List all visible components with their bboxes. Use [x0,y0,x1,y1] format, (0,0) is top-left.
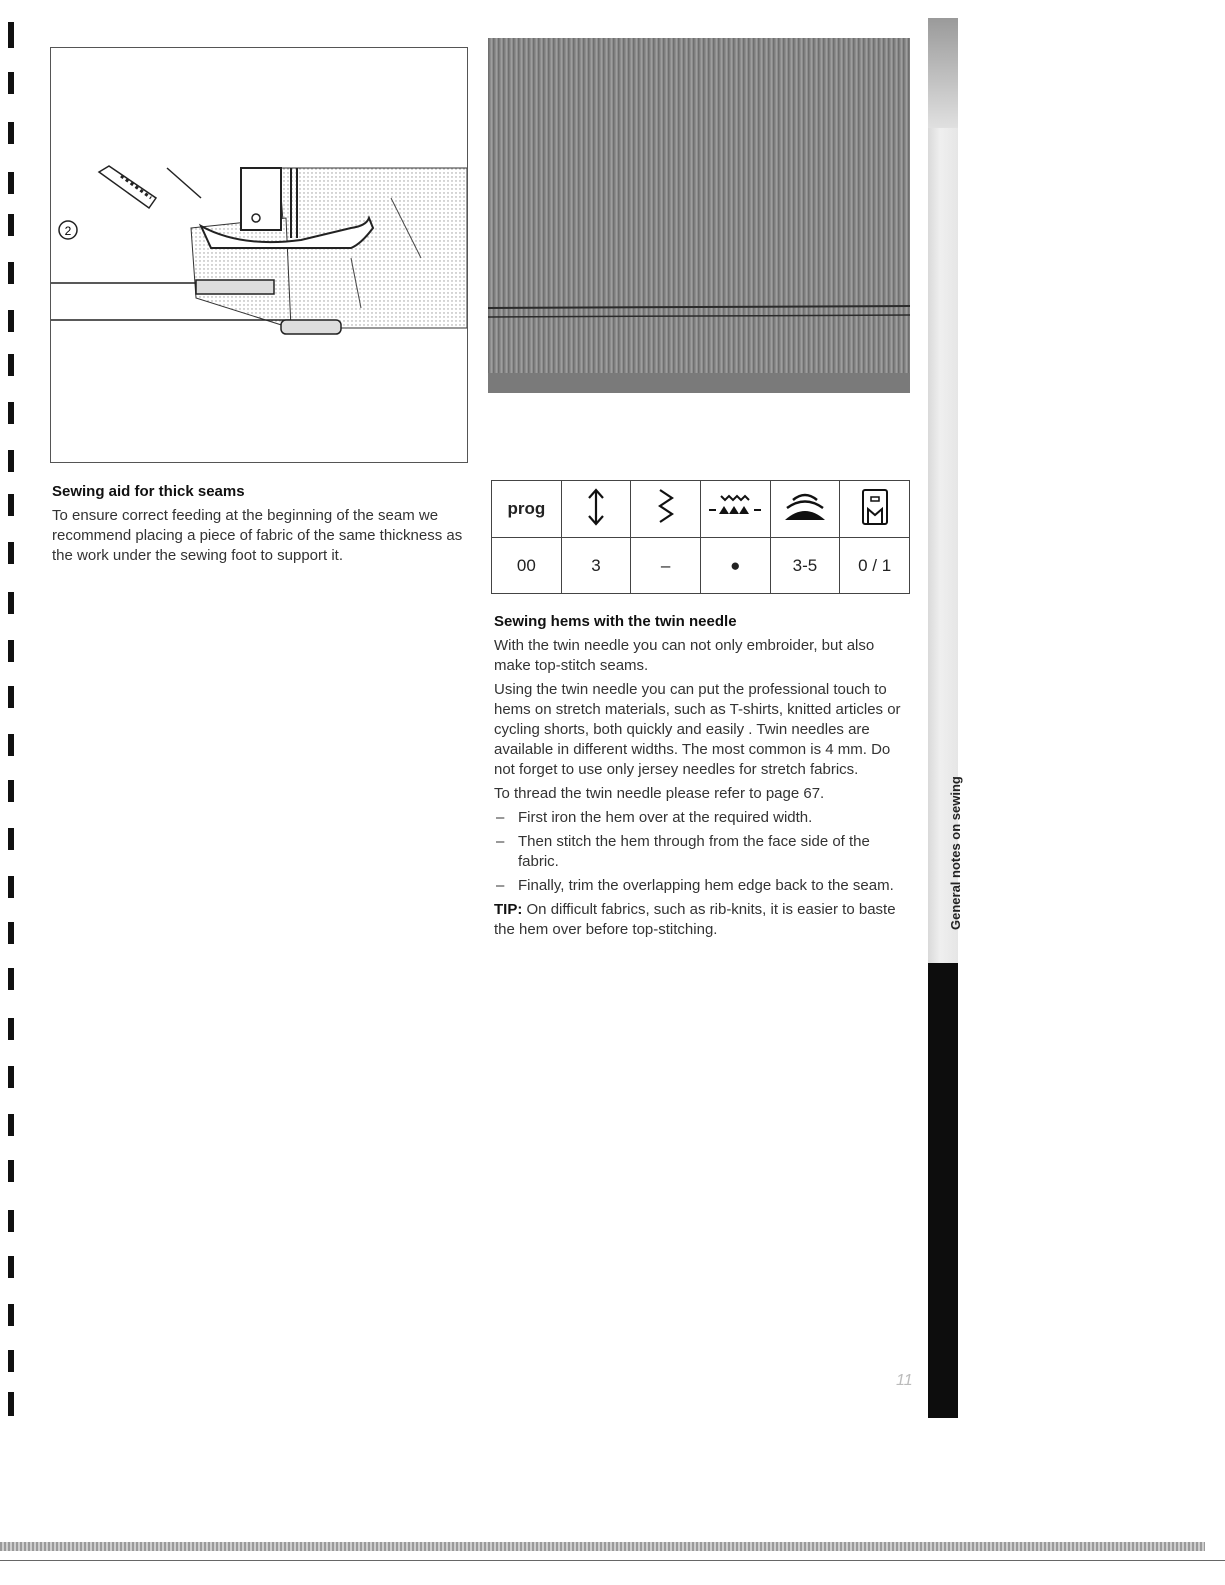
list-item: – Then stitch the hem through from the face side of the fabric. [496,833,870,870]
binding-mark [8,402,14,424]
binding-mark [8,1160,14,1182]
scan-bottom-line [0,1560,1225,1561]
binding-mark [8,1256,14,1278]
twin-needle-section [494,613,912,944]
thread-tension-value: 3-5 [770,538,840,594]
binding-mark [8,640,14,662]
binding-mark [8,122,14,144]
presser-foot-icon [840,481,910,538]
twin-needle-hem-photo [488,38,910,393]
binding-mark [8,22,14,48]
binding-mark [8,262,14,284]
binding-mark [8,1392,14,1416]
binding-mark [8,922,14,944]
binding-mark [8,592,14,614]
section-body: To ensure correct feeding at the beginning of the seam we recommend placing a piece of fabric of the same thickness as the work under the sewing foot to support it. [52,507,463,564]
binding-mark [8,1114,14,1136]
binding-mark [8,828,14,850]
settings-values-row [492,538,910,594]
page-number: 11 [896,1372,913,1389]
stitch-length-icon [561,481,631,538]
presser-foot-value: 0 / 1 [840,538,910,594]
section-heading: Sewing aid for thick seams [52,483,245,500]
binding-mark [8,214,14,236]
paragraph: To thread the twin needle please refer to page 67. [494,785,825,802]
scan-bottom-band [0,1542,1205,1551]
tip-text: On difficult fabrics, such as rib-knits, it is easier to baste the hem over before top-stitching. [494,901,896,938]
list-item: – First iron the hem over at the required width. [496,809,813,826]
binding-mark [8,450,14,472]
step-text: Finally, trim the overlapping hem edge back to the seam. [518,877,894,894]
binding-mark [8,72,14,94]
illustration-label: 2 [64,224,72,238]
binding-mark [8,542,14,564]
binding-mark [8,780,14,802]
binding-mark [8,494,14,516]
tip-label: TIP: [494,901,523,918]
binding-mark [8,1066,14,1088]
binding-mark [8,686,14,708]
stitch-width-icon [631,481,701,538]
paragraph: With the twin needle you can not only embroider, but also make top-stitch seams. [494,637,875,674]
feed-dog-value: ● [700,538,770,594]
prog-header: prog [492,481,562,538]
list-item: – Finally, trim the overlapping hem edge back to the seam. [496,877,894,894]
stitch-width-value: – [631,538,701,594]
sewing-foot-illustration [50,47,468,463]
step-text: Then stitch the hem through from the face side of the fabric. [518,833,870,870]
binding-mark [8,1350,14,1372]
binding-mark [8,734,14,756]
thread-tension-icon [770,481,840,538]
tip [494,900,912,940]
section-heading: Sewing hems with the twin needle [494,613,737,630]
binding-mark [8,172,14,194]
binding-mark [8,968,14,990]
binding-mark [8,1210,14,1232]
paragraph: Using the twin needle you can put the professional touch to hems on stretch materials, such as T-shirts, knitted articles or cycling shorts, both quickly and easily . Twin needles are available in different widths. The most common is 4 mm. Do not forget to use only jersey needles for stretch fabrics. [494,681,901,778]
settings-header-row [492,481,910,538]
binding-mark [8,1018,14,1040]
binding-mark [8,876,14,898]
step-text: First iron the hem over at the required width. [518,809,813,826]
edge-shade [928,18,958,128]
binding-mark [8,354,14,376]
thumb-tab-dark [928,963,958,1418]
prog-value: 00 [492,538,562,594]
stitch-length-value: 3 [561,538,631,594]
side-tab-label: General notes on sewing [948,776,963,930]
feed-dog-icon [700,481,770,538]
thick-seams-section [52,483,472,566]
binding-mark [8,310,14,332]
binding-mark [8,1304,14,1326]
steps-list [494,808,912,896]
settings-table [491,480,910,594]
